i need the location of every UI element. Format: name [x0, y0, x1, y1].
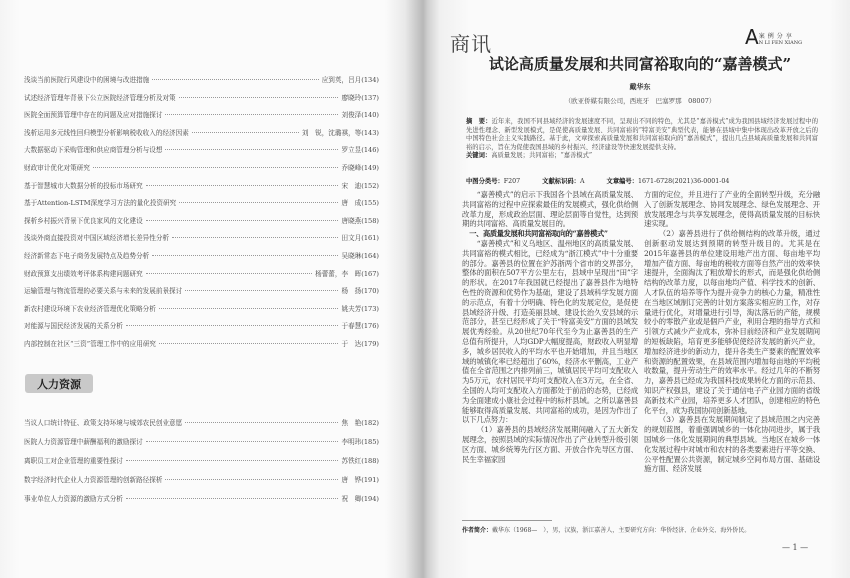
leader-dots — [146, 441, 339, 442]
toc-entry[interactable] — [24, 474, 379, 484]
toc-author: 宋 迪 — [341, 181, 362, 190]
toc-entry[interactable] — [24, 338, 379, 348]
toc-author: 乔晓峰 — [341, 164, 362, 172]
leader-dots — [152, 255, 338, 256]
logo-cn: 案例分享 — [758, 33, 795, 40]
leader-dots — [93, 167, 339, 168]
toc-title: 医院人力资源管理中薪酬福利的激励探讨 — [24, 438, 143, 446]
leader-dots — [146, 220, 339, 221]
toc-page: (143) — [361, 128, 379, 137]
leader-dots — [192, 132, 299, 133]
column-heading: 商讯 — [450, 32, 492, 56]
toc-title: 数字经济时代企业人力资源管理的创新路径探析 — [24, 476, 163, 484]
toc-entry[interactable] — [24, 162, 379, 172]
toc-title: 浅谈当前医院行风建设中的困境与改进措施 — [24, 76, 150, 84]
toc-entry[interactable] — [24, 109, 379, 119]
author-affiliation: （欧亚侨媒有限公司，西班牙 巴塞罗那 08007） — [564, 97, 716, 105]
toc-author: 杨蕾蕾，李 晖 — [315, 269, 362, 278]
toc-entry[interactable] — [24, 268, 379, 278]
toc-page: (179) — [361, 340, 379, 348]
footnote-divider — [462, 520, 552, 521]
id-label: 文章编号： — [606, 178, 638, 185]
toc-title: 探析乡村振兴背景下优良家风的文化建设 — [24, 216, 143, 225]
toc-page: (176) — [361, 322, 379, 331]
toc-title: 当议人口统计特征、政策支持环境与城郊农民创业意愿 — [24, 419, 183, 427]
toc-entry[interactable] — [24, 417, 379, 427]
doc-code: A — [579, 178, 585, 185]
abstract-text: 近年来，我国不同县域经济的发展速度不同，呈现出不同的特色，尤其是“嘉善模式”成为我国县域经济发展过程中的先进性理念、新型发展模式，是促使高质量发展、共同富裕的“特富美安”典型代表，能够在县域中集中体现出改革开放之后的中国特色社会主义实践路径。基于此，文章探索高质量发展和共同富裕取向的“嘉善模式”，提出几点县域高质量发展和共同富裕的启示，旨在为促使我国县域的乡村振兴、经济建设等快速发展提供支持。 — [466, 118, 818, 151]
toc-author: 杨 扬 — [341, 287, 362, 296]
toc-title: 大数据驱动下采购管理和供应商管理分析与设想 — [24, 146, 163, 155]
clc-label: 中图分类号： — [466, 178, 504, 185]
leader-dots — [126, 460, 339, 461]
toc-author: 罗立昱 — [341, 146, 362, 155]
leader-dots — [172, 237, 338, 238]
leader-dots — [146, 185, 339, 186]
toc-title: 财政预算支出绩效考评体系构建问题研究 — [24, 269, 143, 278]
toc-author: 唐 铧 — [341, 476, 362, 484]
toc-author: 于 达 — [341, 340, 362, 348]
toc-entry[interactable] — [24, 320, 379, 330]
toc-page: (134) — [361, 76, 379, 84]
toc-entry[interactable] — [24, 215, 379, 225]
toc-entry[interactable] — [24, 436, 379, 446]
toc-page: (173) — [361, 304, 379, 313]
toc-entry[interactable] — [24, 285, 379, 295]
leader-dots — [165, 149, 338, 150]
toc-page: (194) — [361, 495, 379, 503]
toc-title: 浅谈外商直接投资对中国区域经济增长差异性分析 — [24, 234, 170, 243]
leader-dots — [185, 422, 338, 423]
toc-page: (170) — [361, 287, 379, 296]
toc-title: 财政审计优化对策研究 — [24, 164, 90, 172]
toc-author: 姚夫芳 — [341, 304, 362, 313]
toc-title: 事业单位人力资源的激励方式分析 — [24, 495, 123, 503]
clc: F207 — [503, 178, 521, 185]
toc-author: 刘俊泽 — [341, 111, 362, 120]
paragraph: 方面的定位，并且进行了产业的全面转型升级，充分融入了创新发展理念、协同发展理念、绿色发展理念、开放发展理念与共享发展理念，使得高质量发展的目标快速实现。 — [644, 190, 820, 229]
toc-page: (185) — [361, 438, 379, 446]
leader-dots — [165, 114, 338, 115]
toc-title: 离职员工对企业管理的重要性探讨 — [24, 457, 123, 465]
toc-title: 运输管理与物流管理的必要关系与未来的发展前景探讨 — [24, 287, 183, 296]
toc-title: 基于智慧城市大数据分析的投标市场研究 — [24, 181, 143, 190]
leader-dots — [165, 479, 338, 480]
footnote — [462, 525, 750, 534]
paragraph: “嘉善模式”和义乌地区、温州地区的高质量发展、共同富裕的模式相比，已经成为“浙江模式”中十分重要的部分。嘉善县的位置在沪苏浙两个省市的交界部分，整体的面积在507平方公里左右，县域中呈现出“田”字的形状。在2017年我国就已经提出了嘉善县作为地特色性的资源和优势作为基础，建设了县域科学发展方面的示范点，有着十分明确、特色化的发展定位，是促使县域经济升级、打造美丽县域、建设长治久安县域的示范部分，甚至已经形成了关于“特富美安”方面的县域发展优秀经验。从20世纪70年代至今为止嘉善县的生产总值有所提升，人均GDP大幅度提高，财政收入明显增多，城乡居民收入的平均水平也开始增加，并且当地区域的城镇化率已经超出了60%，经济水平删高，工业产值在全省范围之内排列前三，城镇居民平均可支配收入为5万元，农村居民平均可支配收入在3万元，在全省、全国的人均可支配收入方面都处于前沿的态势，已经成为全面建成小康社会过程中的标杆县域。之所以嘉善县能够取得高质量发展、共同富裕的成功，是因为作出了以下几点努力： — [462, 238, 638, 425]
toc-author: 应到英，吕月 — [321, 76, 362, 84]
leader-dots — [179, 97, 339, 98]
toc-title: 内部控制在社区“三资”管理工作中的应用研究 — [24, 340, 157, 348]
footnote-label: 作者简介： — [462, 527, 493, 534]
article-title: 试论高质量发展和共同富裕取向的“嘉善模式” — [488, 55, 792, 73]
toc-page: (191) — [361, 476, 379, 484]
toc-author: 唐 成 — [341, 199, 362, 208]
section-heading: 一、高质量发展和共同富裕取向的“嘉善模式” — [469, 229, 608, 239]
toc-page: (146) — [361, 146, 379, 155]
toc-entry[interactable] — [24, 127, 379, 137]
footnote-text: 戴华东（1968— ），男，汉族，浙江嘉善人，主要研究方向：华侨经济、企业外交、海外侨民。 — [492, 527, 751, 534]
leader-dots — [185, 290, 338, 291]
toc-page: (158) — [361, 216, 379, 225]
leader-dots — [126, 498, 339, 499]
toc-entry[interactable] — [24, 180, 379, 190]
toc-author: 吴晓琳 — [341, 252, 362, 260]
toc-page: (149) — [361, 164, 379, 172]
toc-entry[interactable] — [24, 493, 379, 503]
leader-dots — [159, 308, 339, 309]
keywords: 高质量发展；共同富裕；“嘉善模式” — [491, 152, 593, 160]
toc-entry[interactable] — [24, 74, 379, 84]
body-column-left — [462, 190, 638, 464]
toc-page: (152) — [361, 181, 379, 190]
toc-page: (188) — [361, 457, 379, 465]
toc-title: 基于Attention-LSTM深度学习方法的量化投资研究 — [24, 199, 177, 208]
toc-entry[interactable] — [24, 455, 379, 465]
toc-author: 田文月 — [341, 234, 362, 243]
doc-label: 文献标识码： — [542, 178, 580, 185]
logo-en: N LI FEN XIANG — [758, 40, 803, 46]
leader-dots — [146, 273, 312, 274]
toc-title: 对能源与国民经济发展的关系分析 — [24, 322, 123, 331]
page-number: — 1 — — [782, 543, 809, 552]
toc-author: 焦 艳 — [341, 419, 362, 427]
paragraph: （2）嘉善县进行了供给侧结构的改革升级，通过创新驱动发展达到预期的转型升级目的。尤其是在2015年嘉善县的单位建设用地产出方面、每亩地平均增加产值方面、每亩地的税收方面等自然产出的效率快速提升，全面淘汰了粗放增长的形式，而是强化供给侧结构的改革力度，以每亩地均产值、科学技术的创新、人才队伍的培养等作为提升竞争力的核心力量，精准性在当地区域制订完善的计划方案落实相应的工作，对存量进行优化，对增量进行引导，淘汰落后的产能，规模较小的零散产业或是個戶产业，利用合理的指导方式和引领方式减少产业成本，弥补目前经济和产业发展期间的短板缺陷，培育更多能够促使经济发展的新兴产业，增加经济进步的新动力，提升各类生产要素的配置效率和资源的配置效果，在县域范围内增加每亩地的平均税收数量，提升劳动生产的效率水平。经过几年的不断努力，嘉善县已经成为我国科技成果转化方面的示范县、知识产权强县，建设了关于通信电子产业园方面的省级高新技术产业园，培养更多人才团队，创建相应的特色化平台，成为我国协同创新基地。 — [644, 229, 820, 415]
article-meta — [466, 176, 729, 185]
toc-page: (167) — [361, 269, 379, 278]
toc-author: 苏铁红 — [341, 457, 362, 465]
toc-entry[interactable] — [24, 250, 379, 260]
toc-page: (164) — [361, 252, 379, 260]
toc-author: 于春慧 — [341, 322, 362, 331]
toc-entry[interactable] — [24, 92, 379, 102]
toc-title: 经济新常态下电子商务发展特点及趋势分析 — [24, 252, 150, 260]
toc-entry[interactable] — [24, 303, 379, 313]
body-column-right — [644, 190, 820, 474]
toc-entry[interactable] — [24, 197, 379, 207]
toc-author: 唐晓燕 — [341, 216, 362, 225]
abstract — [466, 118, 818, 161]
leader-dots — [126, 325, 339, 326]
toc-title: 浅析运用多元线性回归模型分析影响税收收入的经济因素 — [24, 128, 189, 137]
toc-author: 祝 卿 — [341, 495, 362, 503]
paragraph: “嘉善模式”的启示下我国各个县域在高质量发展、共同富裕的过程中应探索最佳的发展模式，强化供给侧改革力度，形成政治层面、理论层面等自觉性，达到预期的共同富裕、高质量发展目的。 — [462, 190, 638, 229]
leader-dots — [152, 79, 318, 80]
keywords-label: 关键词： — [466, 152, 492, 160]
magazine-logo — [745, 25, 803, 49]
section-heading-human-resources: 人力资源 — [25, 374, 93, 393]
toc-title: 试述经济管理年背景下公立医院经济管理分析及对策 — [24, 93, 176, 102]
article-author: 戴华东 — [629, 82, 651, 91]
toc-entry[interactable] — [24, 232, 379, 242]
toc-author: 李明玮 — [341, 438, 362, 446]
leader-dots — [179, 202, 338, 203]
toc-author: 刘 锐，沈璐祺，等 — [301, 128, 362, 137]
paragraph: （3）嘉善县在发展期间制定了县域范围之内完善的规划蓝图，着重强调城乡的一体化协同进步，属于我国城乡一体化发展期间的典型县域。当地区在城乡一体化发展过程中对城市和农村的各类要素进行平等交换、公平性配置公共资源，制定城乡空间布局方面、基础设施方面、经济发展 — [644, 415, 820, 474]
logo-letter: A — [745, 25, 759, 49]
toc-page: (155) — [361, 199, 379, 208]
toc-title: 新农村建设环境下农业经济管理优化策略分析 — [24, 304, 156, 313]
toc-page: (137) — [361, 93, 379, 102]
toc-entry[interactable] — [24, 144, 379, 154]
toc-page: (140) — [361, 111, 379, 120]
article-id: 1671-6728(2021)36-0001-04 — [638, 178, 730, 185]
paragraph: （1）嘉善县的县域经济发展期间融入了五大新发展理念，按照县域的实际情况作出了产业转型升级引领区方面、城乡统筹先行区方面、开放合作先导区方面、民生幸福家园 — [462, 425, 638, 464]
abstract-label: 摘 要： — [466, 118, 492, 125]
leader-dots — [159, 343, 338, 344]
toc-author: 廖晓玲 — [341, 93, 362, 102]
toc-page: (161) — [361, 234, 379, 243]
toc-title: 医院全面预算管理中存在的问题及应对措施探讨 — [24, 111, 163, 120]
toc-page: (182) — [361, 419, 379, 427]
